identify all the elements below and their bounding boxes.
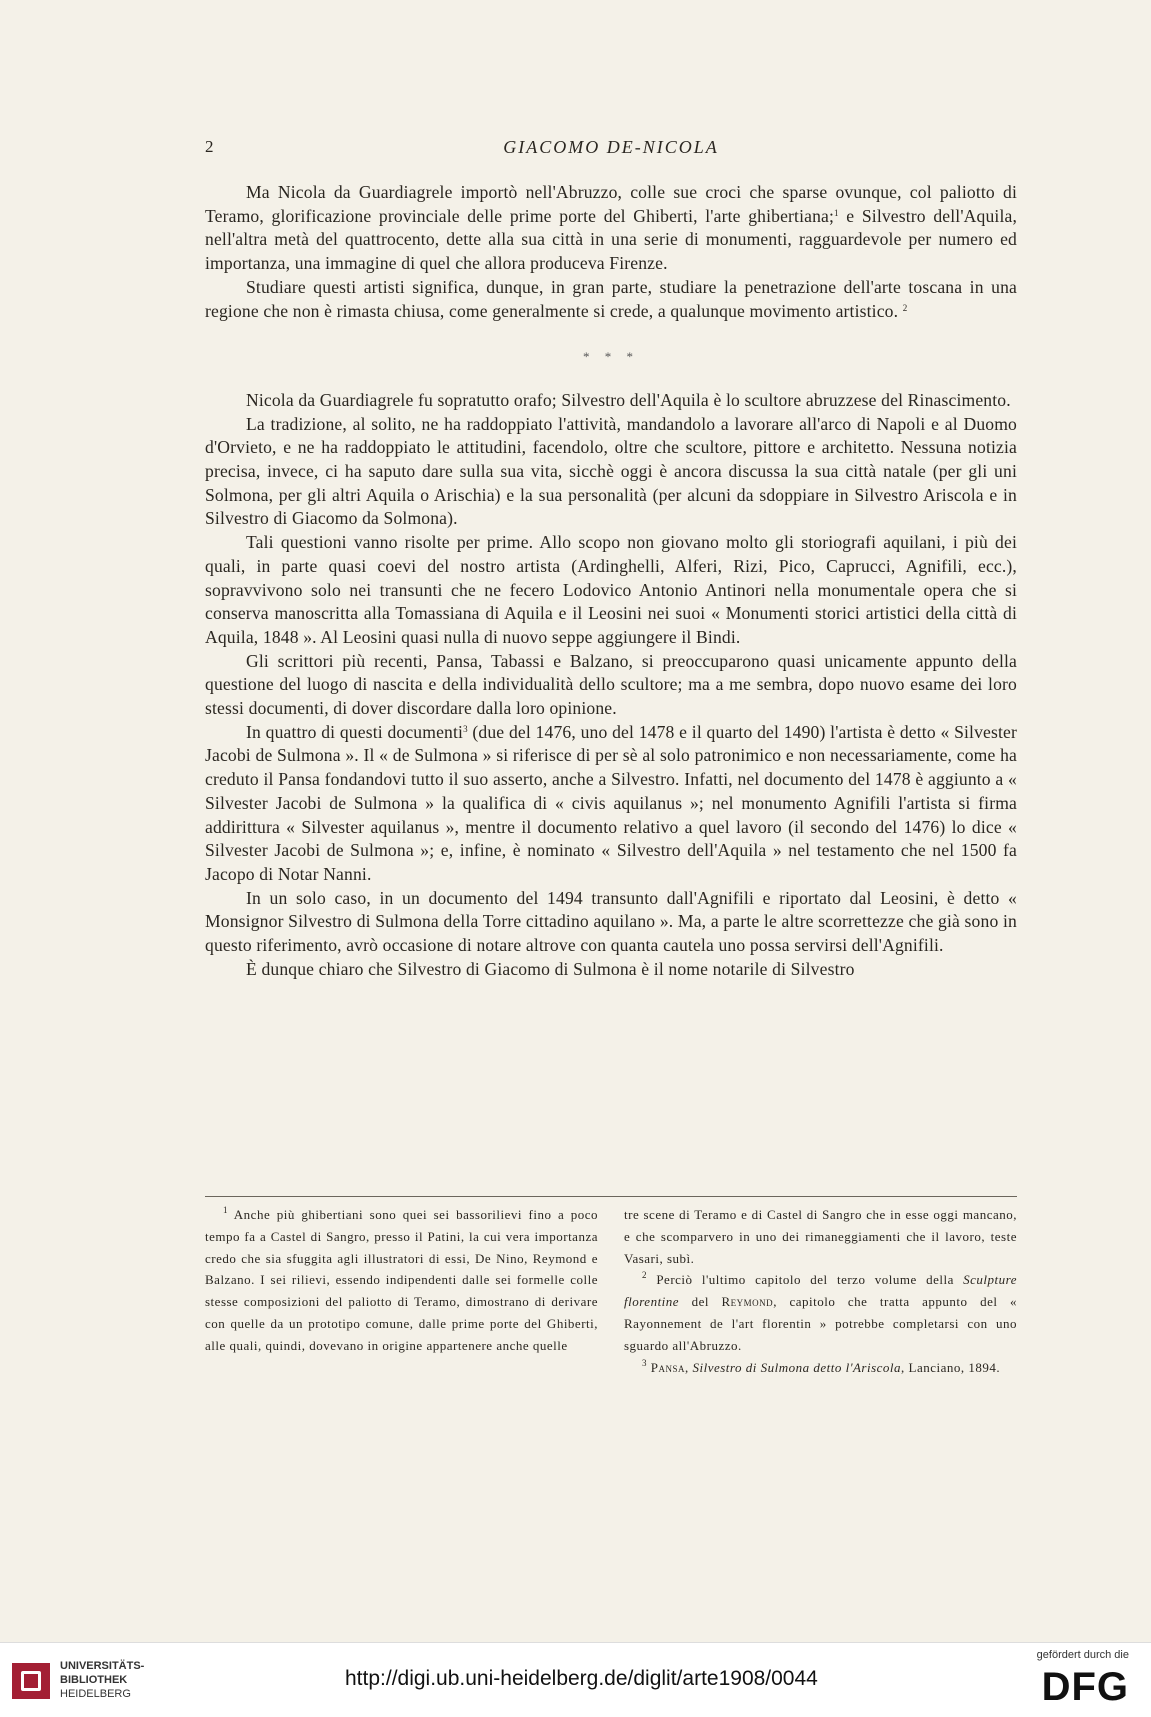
footnote-divider [205,1196,1017,1197]
section-separator: * * * [583,349,639,365]
viewer-footer [0,1642,1151,1717]
page-header [205,137,1017,161]
footnotes [205,1204,1017,1378]
footnote-1-continued: tre scene di Teramo e di Castel di Sangro che in esse oggi mancano, e che scomparvero in uno dei rimaneggiamenti che il lavoro, teste Vasari, subì. [624,1207,1017,1266]
paragraph: Tali questioni vanno risolte per prime. Allo scopo non giovano molto gli storiografi aquilani, i più dei quali, in parte quasi coevi del nostro artista (Ardinghelli, Alferi, Rizi, Pico, Caprucci, Agnifili, ecc.), sopravvivono solo nei transunti che ne fecero Lodovico Antonio Antinori nella monumentale opera che si conserva manoscritta alla Tomassiana di Aquila e il Leosini nei suoi « Monumenti storici artistici della città di Aquila, 1848 ». Al Leosini quasi nulla di nuovo seppe aggiungere il Bindi. [205,532,1017,647]
body-text [205,181,1017,982]
footnote-3: $^3$ Pansa, Silvestro di Sulmona detto l'Ariscola, Lanciano, 1894. [642,1357,1001,1375]
footnote-ref[interactable]: 1 [834,207,839,218]
running-title: GIACOMO DE-NICOLA [503,137,719,157]
footnote-ref[interactable]: 2 [902,302,908,313]
paragraph: In quattro di questi documenti$^3$ (due del 1476, uno del 1478 e il quarto del 1490) l'artista è detto « Silvester Jacobi de Sulmona ». Il « de Sulmona » si riferisce di per sè al solo patronimico e non necessariamente, come ha creduto il Pansa fondandovi tutto il suo asserto, anche a Silvestro. Infatti, nel documento del 1478 è aggiunto a « Silvester Jacobi de Sulmona » la qualifica di « civis aquilanus »; nel monumento Agnifili l'artista si firma addirittura « Silvester aquilanus », mentre il documento relativo a quel lavoro (il secondo del 1476) lo dice « Silvester Jacobi de Sulmona »; e, infine, è nominato « Silvestro dell'Aquila » nel testamento che nel 1500 fa Jacopo di Notar Nanni. [205,721,1018,884]
paragraph: In un solo caso, in un documento del 1494 transunto dall'Agnifili e riportato dal Leosini, è detto « Monsignor Silvestro di Sulmona della Torre cittadino aquilano ». Ma, a parte le altre scorrettezze che già sono in questo riferimento, avrò occasione di notare altrove con quanta cautela uno possa servirsi dell'Agnifili. [205,887,1017,956]
page-number: 2 [205,137,214,156]
paragraph: Gli scrittori più recenti, Pansa, Tabassi e Balzano, si preoccuparono quasi unicamente appunto della questione del luogo di nascita e della individualità dello scultore; ma a me sembra, dopo nuovo esame dei loro stessi documenti, di dover discordare dalla loro opinione. [205,650,1017,719]
footnote-ref[interactable]: 3 [463,723,468,734]
permalink-url[interactable]: http://digi.ub.uni-heidelberg.de/diglit/arte1908/0044 [345,1667,818,1690]
library-name[interactable]: UNIVERSITÄTS- BIBLIOTHEK HEIDELBERG [60,1660,145,1700]
dfg-logo-icon[interactable]: DFG [1041,1665,1129,1709]
paragraph: È dunque chiaro che Silvestro di Giacomo di Sulmona è il nome notarile di Silvestro [246,958,855,979]
paragraph: Studiare questi artisti significa, dunque, in gran parte, studiare la penetrazione dell'arte toscana in una regione che non è rimasta chiusa, come generalmente si crede, a qualunque movimento artistico. $^2$ [205,276,1017,321]
paragraph: La tradizione, al solito, ne ha raddoppiato l'attività, mandandolo a lavorare all'arco di Napoli e al Duomo d'Orvieto, e ne ha raddoppiato le attitudini, facendolo, oltre che scultore, pittore e architetto. Nessuna notizia precisa, invece, ci ha saputo dare sulla sua vita, sicchè oggi è ancora discussa la sua città natale (per gli uni Solmona, per gli altri Aquila o Arischia) e la sua personalità (per alcuni da sdoppiare in Silvestro Ariscola e in Silvestro di Giacomo da Solmona). [205,413,1017,529]
footnote-1: $^1$ Anche più ghibertiani sono quei sei bassorilievi fino a poco tempo fa a Castel di Sangro, presso il Patini, la cui vera importanza credo che sia sfuggita agli illustratori di essi, De Nino, Reymond e Balzano. I sei rilievi, essendo indipendenti dalle sei formelle colle stesse composizioni del paliotto di Teramo, dimostrano di derivare con quelle da un prototipo comune, dalle prime porte del Ghiberti, alle quali, quindi, dovevano in origine appartenere anche quelle [205,1205,598,1353]
paragraph: Ma Nicola da Guardiagrele importò nell'Abruzzo, colle sue croci che sparse ovunque, col paliotto di Teramo, glorificazione provinciale delle prime porte del Ghiberti, l'arte ghibertiana;$^1$ e Silvestro dell'Aquila, nell'altra metà del quattrocento, dette alla sua città in una serie di monumenti, ragguardevole per numero ed importanza, una immagine di quel che allora produceva Firenze. [205,182,1017,274]
paragraph: Nicola da Guardiagrele fu sopratutto orafo; Silvestro dell'Aquila è lo scultore abruzzese del Rinascimento. [246,389,1011,410]
university-library-logo-icon[interactable] [12,1663,50,1699]
footnote-column-left [205,1204,598,1378]
footnote-2: $^2$ Perciò l'ultimo capitolo del terzo volume della Sculpture florentine del Reymond, capitolo che tratta appunto del « Rayonnement de l'art florentin » potrebbe completarsi con uno sguardo all'Abruzzo. [624,1270,1017,1353]
footnote-column-right [624,1204,1017,1378]
funding-label: gefördert durch die [1036,1649,1129,1661]
